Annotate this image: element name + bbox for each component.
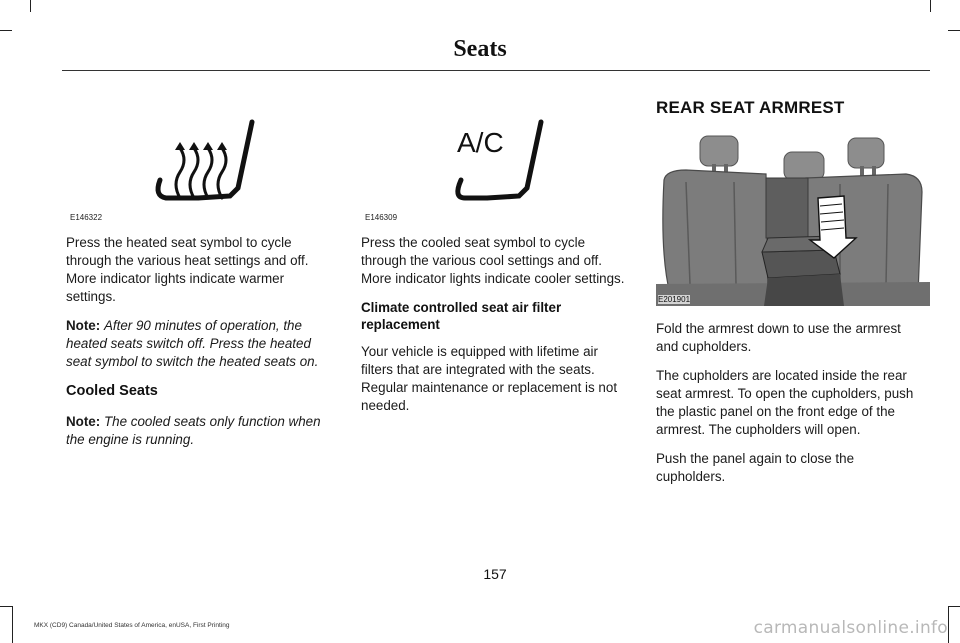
rear-seat-armrest-image — [656, 134, 930, 306]
page-number: 157 — [483, 566, 507, 582]
rear-armrest-heading: REAR SEAT ARMREST — [656, 98, 845, 117]
column-cooled-seats — [361, 92, 631, 426]
ac-label: A/C — [457, 127, 504, 158]
watermark: carmanualsonline.info — [753, 618, 948, 638]
note-text: After 90 minutes of operation, the heated seats switch off. Press the heated seat symbol to switch the heated seats on. — [66, 318, 319, 369]
note-text: The cooled seats only function when the engine is running. — [66, 414, 321, 447]
column-heated-seats — [66, 92, 336, 460]
heated-seat-icon — [150, 118, 260, 218]
note-label: Note: — [66, 318, 101, 333]
crop-mark — [930, 0, 931, 12]
edition-note: MKX (CD9) Canada/United States of America, enUSA, First Printing — [34, 622, 230, 629]
figure-code: E146309 — [365, 213, 398, 222]
crop-mark — [948, 606, 949, 643]
crop-mark — [948, 606, 960, 607]
crop-mark — [0, 606, 12, 607]
crop-mark — [0, 30, 12, 31]
cooled-seat-paragraph: Press the cooled seat symbol to cycle through the various cool settings and off. More indicator lights indicate cooler settings. — [361, 235, 625, 286]
air-filter-subheading: Climate controlled seat air filter replacement — [361, 300, 562, 332]
column-rear-armrest — [656, 92, 926, 497]
air-filter-paragraph: Your vehicle is equipped with lifetime air filters that are integrated with the seats. Regular maintenance or replacement is not needed. — [361, 344, 618, 413]
crop-mark — [30, 0, 31, 12]
armrest-paragraph-2: The cupholders are located inside the rear seat armrest. To open the cupholders, push the plastic panel on the front edge of the armrest. The cupholders will open. — [656, 368, 914, 437]
cooled-seat-note — [66, 413, 336, 449]
heated-seat-note — [66, 317, 336, 371]
page-title: Seats — [453, 36, 507, 62]
figure-code: E146322 — [70, 213, 103, 222]
note-label: Note: — [66, 414, 101, 429]
cooled-seat-icon — [439, 118, 549, 218]
armrest-paragraph-3: Push the panel again to close the cupholders. — [656, 451, 855, 484]
rear-seat-photo — [656, 134, 930, 306]
header-divider — [62, 70, 930, 71]
crop-mark — [948, 30, 960, 31]
cooled-seat-figure — [361, 92, 631, 222]
heated-seat-figure — [66, 92, 336, 222]
cooled-seats-heading: Cooled Seats — [66, 383, 158, 399]
crop-mark — [12, 606, 13, 643]
figure-code: E201901 — [658, 295, 691, 304]
heated-seat-paragraph: Press the heated seat symbol to cycle through the various heat settings and off. More indicator lights indicate warmer settings. — [66, 235, 309, 304]
armrest-paragraph-1: Fold the armrest down to use the armrest and cupholders. — [656, 321, 901, 354]
